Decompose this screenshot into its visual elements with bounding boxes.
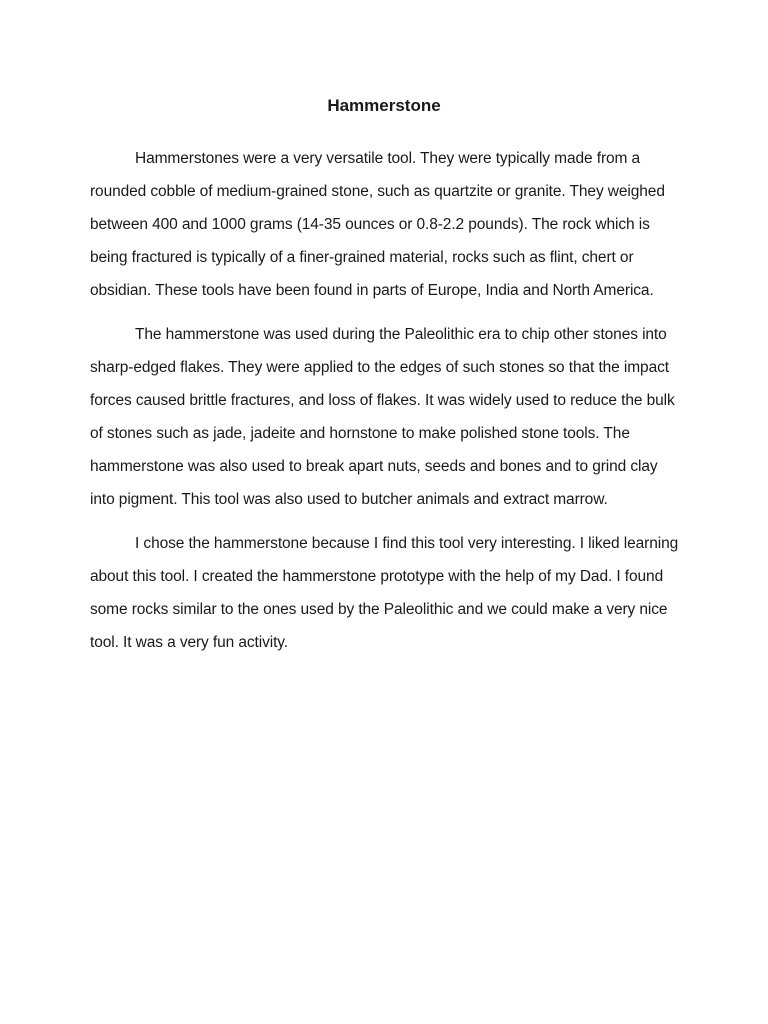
paragraph-2: The hammerstone was used during the Paleolithic era to chip other stones into sharp-edged flakes. They were applied to the edges of such stones so that the impact forces caused brittle fractures, and loss of flakes. It was widely used to reduce the bulk of stones such as jade, jadeite and hornstone to make polished stone tools. The hammerstone was also used to break apart nuts, seeds and bones and to grind clay into pigment. This tool was also used to butcher animals and extract marrow. [90, 326, 675, 508]
paragraph-3: I chose the hammerstone because I find this tool very interesting. I liked learning about this tool. I created the hammerstone prototype with the help of my Dad. I found some rocks similar to the ones used by the Paleolithic and we could make a very nice tool. It was a very fun activity. [90, 535, 679, 651]
paragraph-1: Hammerstones were a very versatile tool. They were typically made from a rounded cobble of medium-grained stone, such as quartzite or granite. They weighed between 400 and 1000 grams (14-35 ounces or 0.8-2.2 pounds). The rock which is being fractured is typically of a finer-grained material, rocks such as flint, chert or obsidian. These tools have been found in parts of Europe, India and North America. [90, 150, 665, 299]
document-title: Hammerstone [327, 96, 441, 115]
document-body [90, 142, 680, 670]
